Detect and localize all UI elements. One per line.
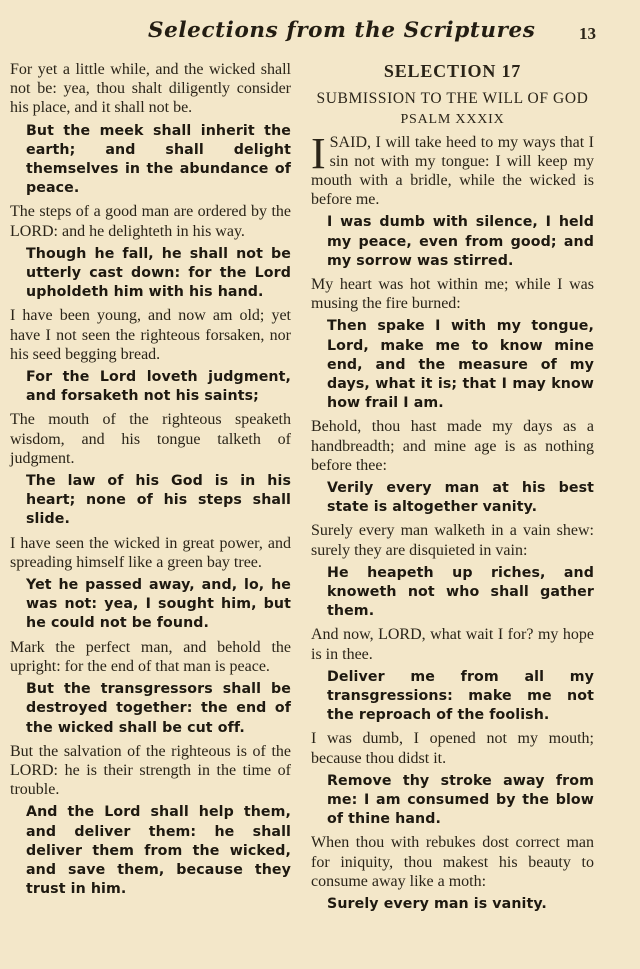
response-verse: And the Lord shall help them, and deliver them: he shall deliver them from the wicked, and save them, because they trust in him. — [26, 804, 291, 898]
response-verse: But the meek shall inherit the earth; and shall delight themselves in the abundance of peace. — [26, 122, 291, 197]
response-verse: Yet he passed away, and, lo, he was not: yea, I sought him, but he could not be found. — [26, 577, 291, 632]
first-verse — [311, 128, 594, 210]
selection-title: SELECTION 17 — [383, 61, 522, 81]
reading-verse: When thou with rebukes dost correct man for iniquity, thou makest his beauty to consume away like a moth: — [311, 834, 594, 890]
selection-subtitle: SUBMISSION TO THE WILL OF GOD — [316, 90, 589, 107]
response-verse: Then spake I with my tongue, Lord, make me to know mine end, and the measure of my days, what it is; that I may know how frail I am. — [327, 318, 594, 412]
response-verse: The law of his God is in his heart; none of his steps shall slide. — [26, 473, 291, 528]
left-column — [10, 60, 291, 903]
running-title: Selections from the Scriptures — [148, 18, 536, 43]
right-verses — [311, 213, 594, 914]
reading-verse: I have seen the wicked in great power, and spreading himself like a green bay tree. — [10, 534, 291, 571]
psalm-reference: PSALM XXXIX — [400, 111, 505, 127]
reading-verse: I have been young, and now am old; yet have I not seen the righteous forsaken, nor his seed begging bread. — [10, 307, 291, 363]
page-header — [0, 18, 640, 50]
response-verse: Remove thy stroke away from me: I am consumed by the blow of thine hand. — [327, 772, 594, 828]
response-verse: Verily every man at his best state is altogether vanity. — [327, 479, 594, 516]
reading-verse: But the salvation of the righteous is of the LORD: he is their strength in the time of trouble. — [10, 742, 291, 799]
reading-verse: And now, LORD, what wait I for? my hope is in thee. — [311, 626, 594, 663]
right-column — [311, 60, 594, 918]
reading-verse: For yet a little while, and the wicked shall not be: yea, thou shalt diligently consider his place, and it shall not be. — [10, 61, 291, 117]
response-verse: But the transgressors shall be destroyed together: the end of the wicked shall be cut off. — [26, 681, 291, 736]
response-verse: For the Lord loveth judgment, and forsaketh not his saints; — [26, 369, 291, 405]
response-verse: Surely every man is vanity. — [327, 896, 547, 913]
page-number: 13 — [579, 24, 596, 43]
reading-verse: Surely every man walketh in a vain shew: surely they are disquieted in vain: — [311, 522, 594, 559]
reading-verse: My heart was hot within me; while I was musing the fire burned: — [311, 275, 594, 313]
response-verse: He heapeth up riches, and knoweth not who shall gather them. — [327, 564, 594, 620]
reading-verse: Behold, thou hast made my days as a handbreadth; and mine age is as nothing before thee: — [311, 418, 594, 474]
response-verse: Though he fall, he shall not be utterly cast down: for the Lord upholdeth him with his hand. — [26, 245, 291, 301]
reading-verse: I was dumb, I opened not my mouth; because thou didst it. — [311, 730, 594, 767]
reading-verse: Mark the perfect man, and behold the upright: for the end of that man is peace. — [10, 638, 291, 675]
first-verse-text: SAID, I will take heed to my ways that I sin not with my tongue: I will keep my mouth with a bridle, while the wicked is before me. — [311, 133, 594, 209]
response-verse: Deliver me from all my transgressions: make me not the reproach of the foolish. — [327, 668, 594, 724]
drop-cap: I — [311, 128, 326, 178]
reading-verse: The mouth of the righteous speaketh wisdom, and his tongue talketh of judgment. — [10, 411, 291, 467]
response-verse: I was dumb with silence, I held my peace, even from good; and my sorrow was stirred. — [327, 214, 594, 269]
reading-verse: The steps of a good man are ordered by the LORD: and he delighteth in his way. — [10, 203, 291, 240]
